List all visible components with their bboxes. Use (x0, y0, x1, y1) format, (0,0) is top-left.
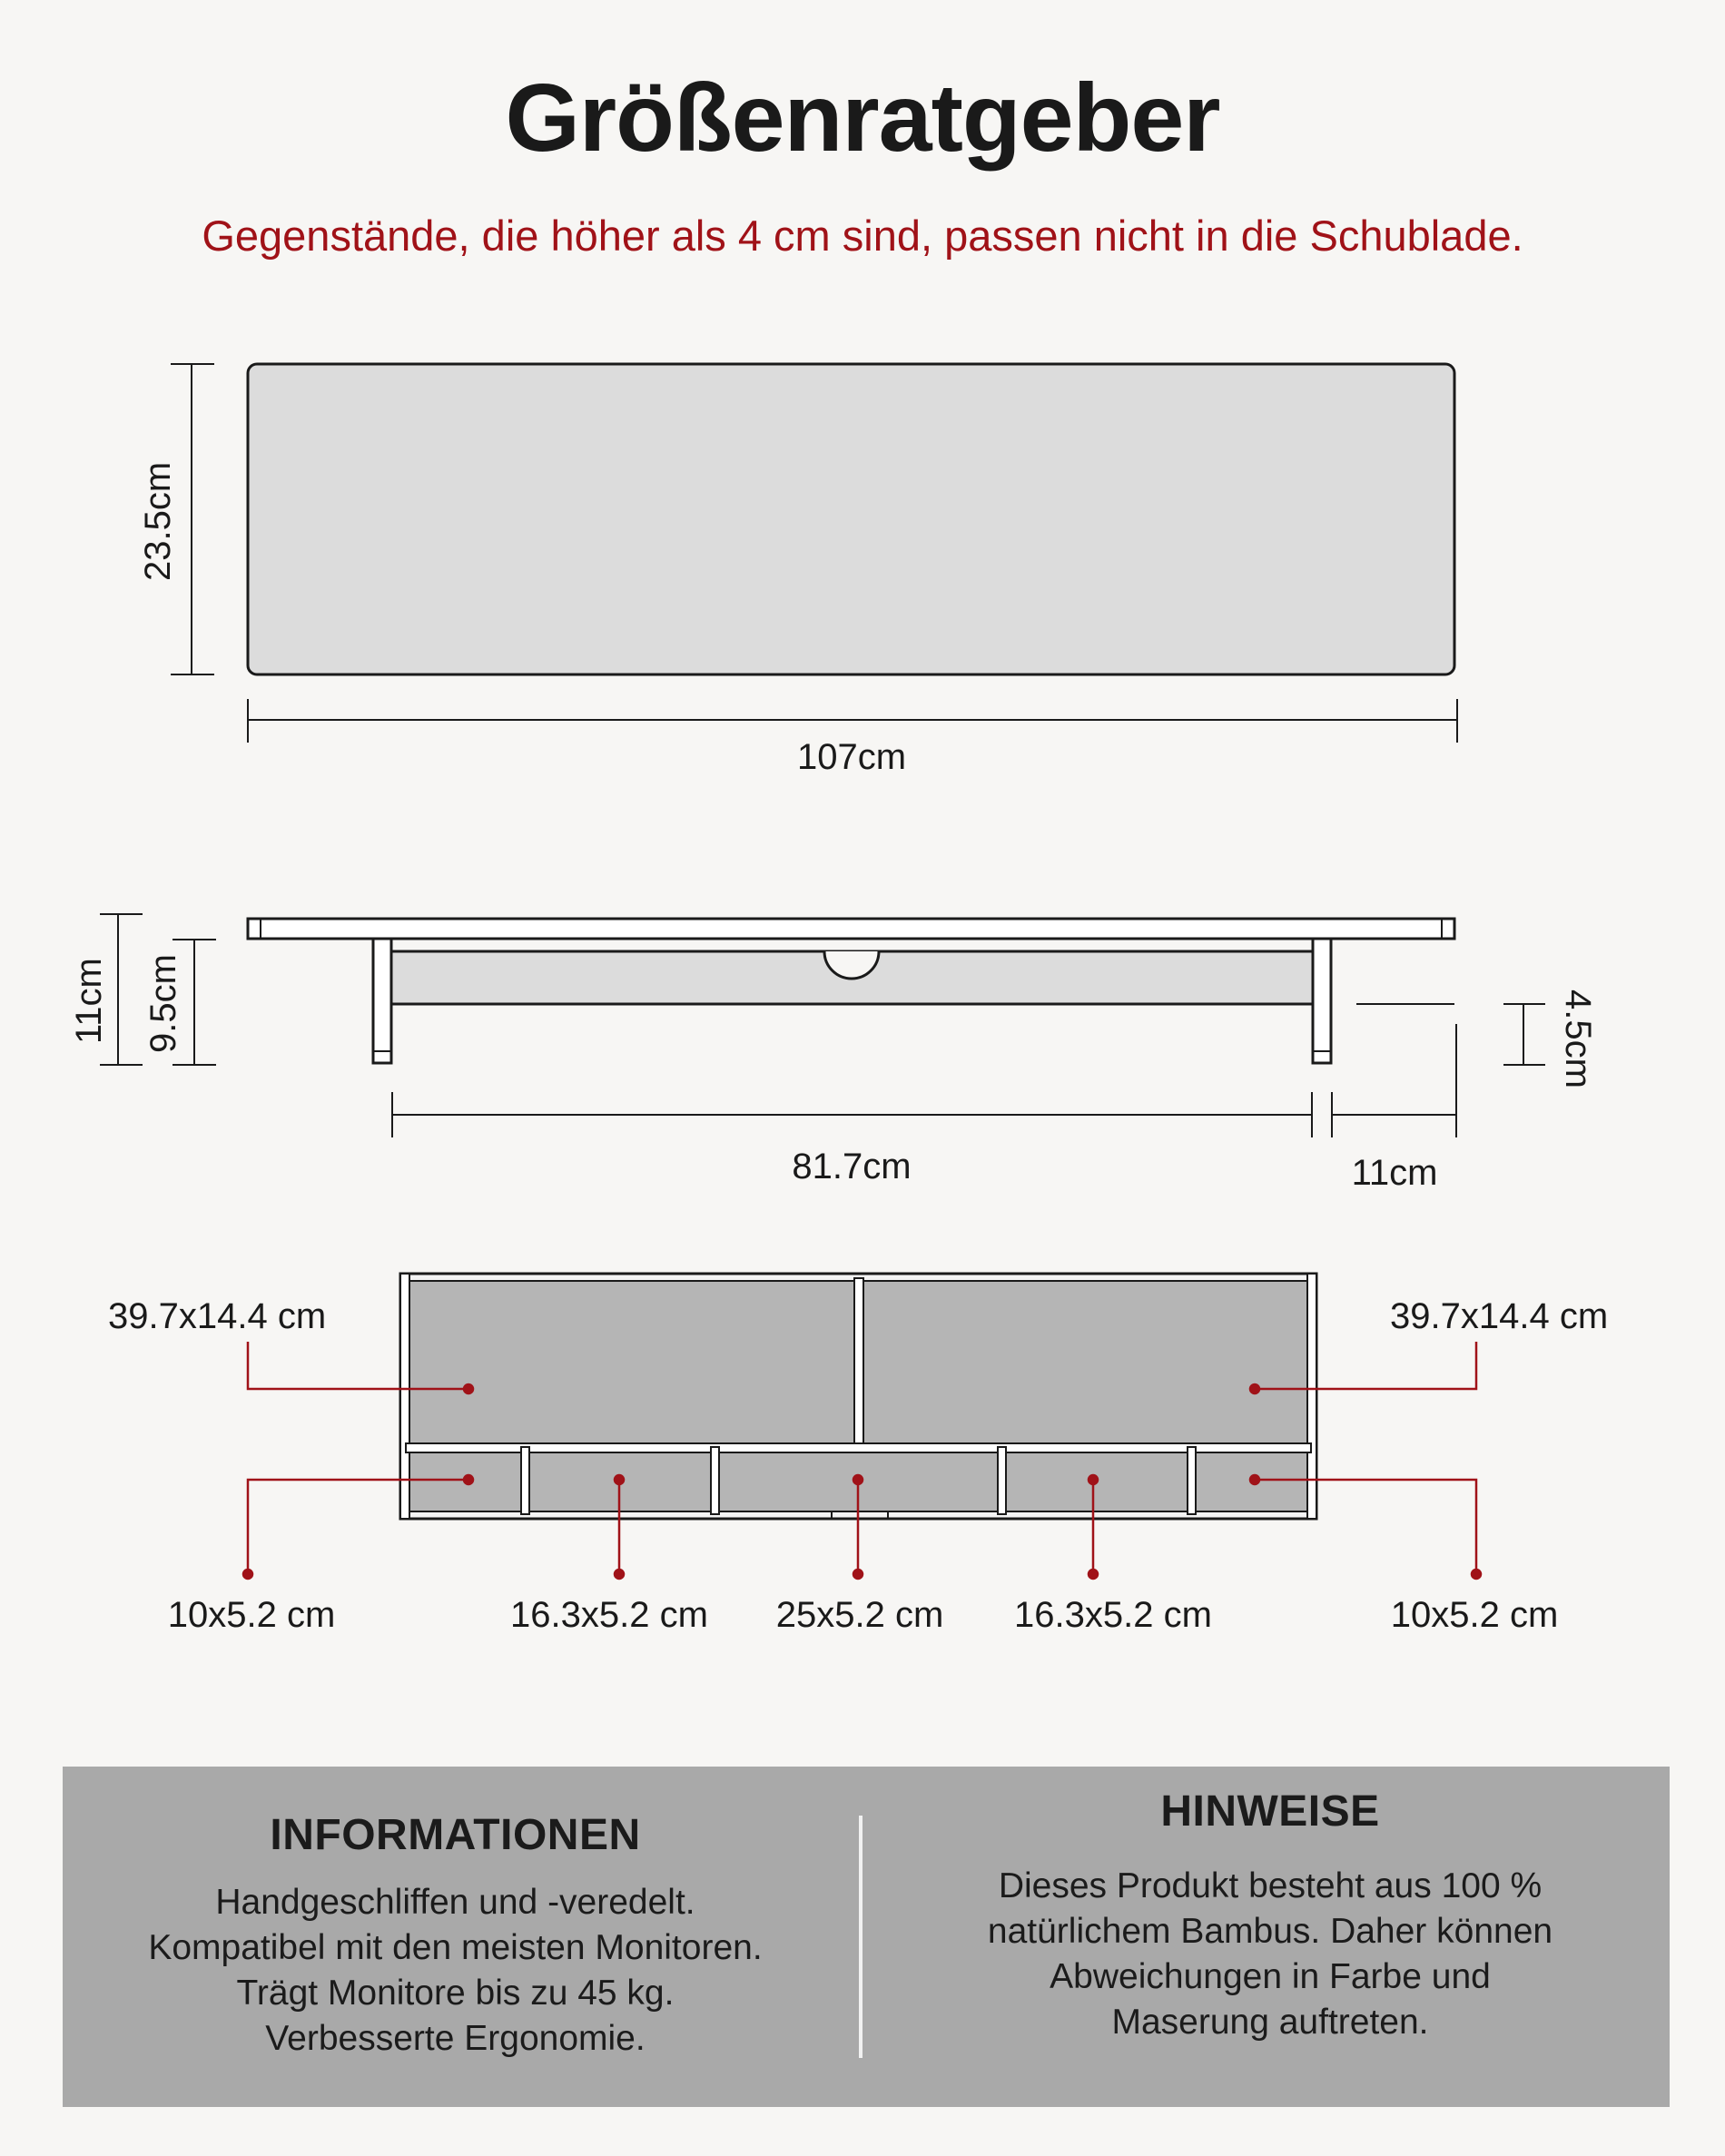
notes-line: natürlichem Bambus. Daher können (987, 1912, 1553, 1951)
information-heading: INFORMATIONEN (270, 1811, 641, 1859)
right-leg (1313, 939, 1331, 1063)
compartment-bottom-2-label: 16.3x5.2 cm (510, 1595, 708, 1635)
notes-line: Dieses Produkt besteht aus 100 % (998, 1866, 1543, 1905)
page-title: Größenratgeber (505, 64, 1220, 172)
drawer-height-label: 4.5cm (1558, 989, 1598, 1088)
info-divider (859, 1816, 862, 2058)
notes-line: Maserung auftreten. (1111, 2003, 1429, 2042)
information-line: Handgeschliffen und -veredelt. (215, 1883, 695, 1922)
compartment-bottom-1-label: 10x5.2 cm (167, 1595, 336, 1635)
shelf-top (248, 919, 1454, 939)
info-panel (63, 1767, 1670, 2107)
notes-line: Abweichungen in Farbe und (1050, 1957, 1491, 1996)
warning-subtitle: Gegenstände, die höher als 4 cm sind, passen nicht in die Schublade. (202, 212, 1523, 260)
information-line: Verbesserte Ergonomie. (265, 2019, 646, 2058)
compartment-bottom-5-label: 10x5.2 cm (1390, 1595, 1559, 1635)
compartment-top-right-label: 39.7x14.4 cm (1390, 1296, 1609, 1336)
compartment-bottom-4-label: 16.3x5.2 cm (1014, 1595, 1212, 1635)
depth-label: 23.5cm (138, 461, 178, 581)
top-view (171, 364, 1457, 743)
top-panel (248, 364, 1454, 674)
information-section (63, 1810, 848, 2062)
span-label: 81.7cm (792, 1147, 912, 1186)
information-line: Kompatibel mit den meisten Monitoren. (148, 1928, 763, 1967)
information-line: Trägt Monitore bis zu 45 kg. (236, 1974, 675, 2013)
inner-height-label: 9.5cm (143, 954, 183, 1053)
compartment-top-left-label: 39.7x14.4 cm (108, 1296, 327, 1336)
notes-section (871, 1787, 1670, 2045)
total-height-label: 11cm (69, 958, 109, 1044)
notes-heading: HINWEISE (1160, 1787, 1380, 1836)
left-leg (373, 939, 391, 1063)
side-view (100, 914, 1545, 1137)
compartment-bottom-3-label: 25x5.2 cm (775, 1595, 944, 1635)
width-label: 107cm (796, 737, 907, 777)
leg-label: 11cm (1351, 1153, 1438, 1193)
